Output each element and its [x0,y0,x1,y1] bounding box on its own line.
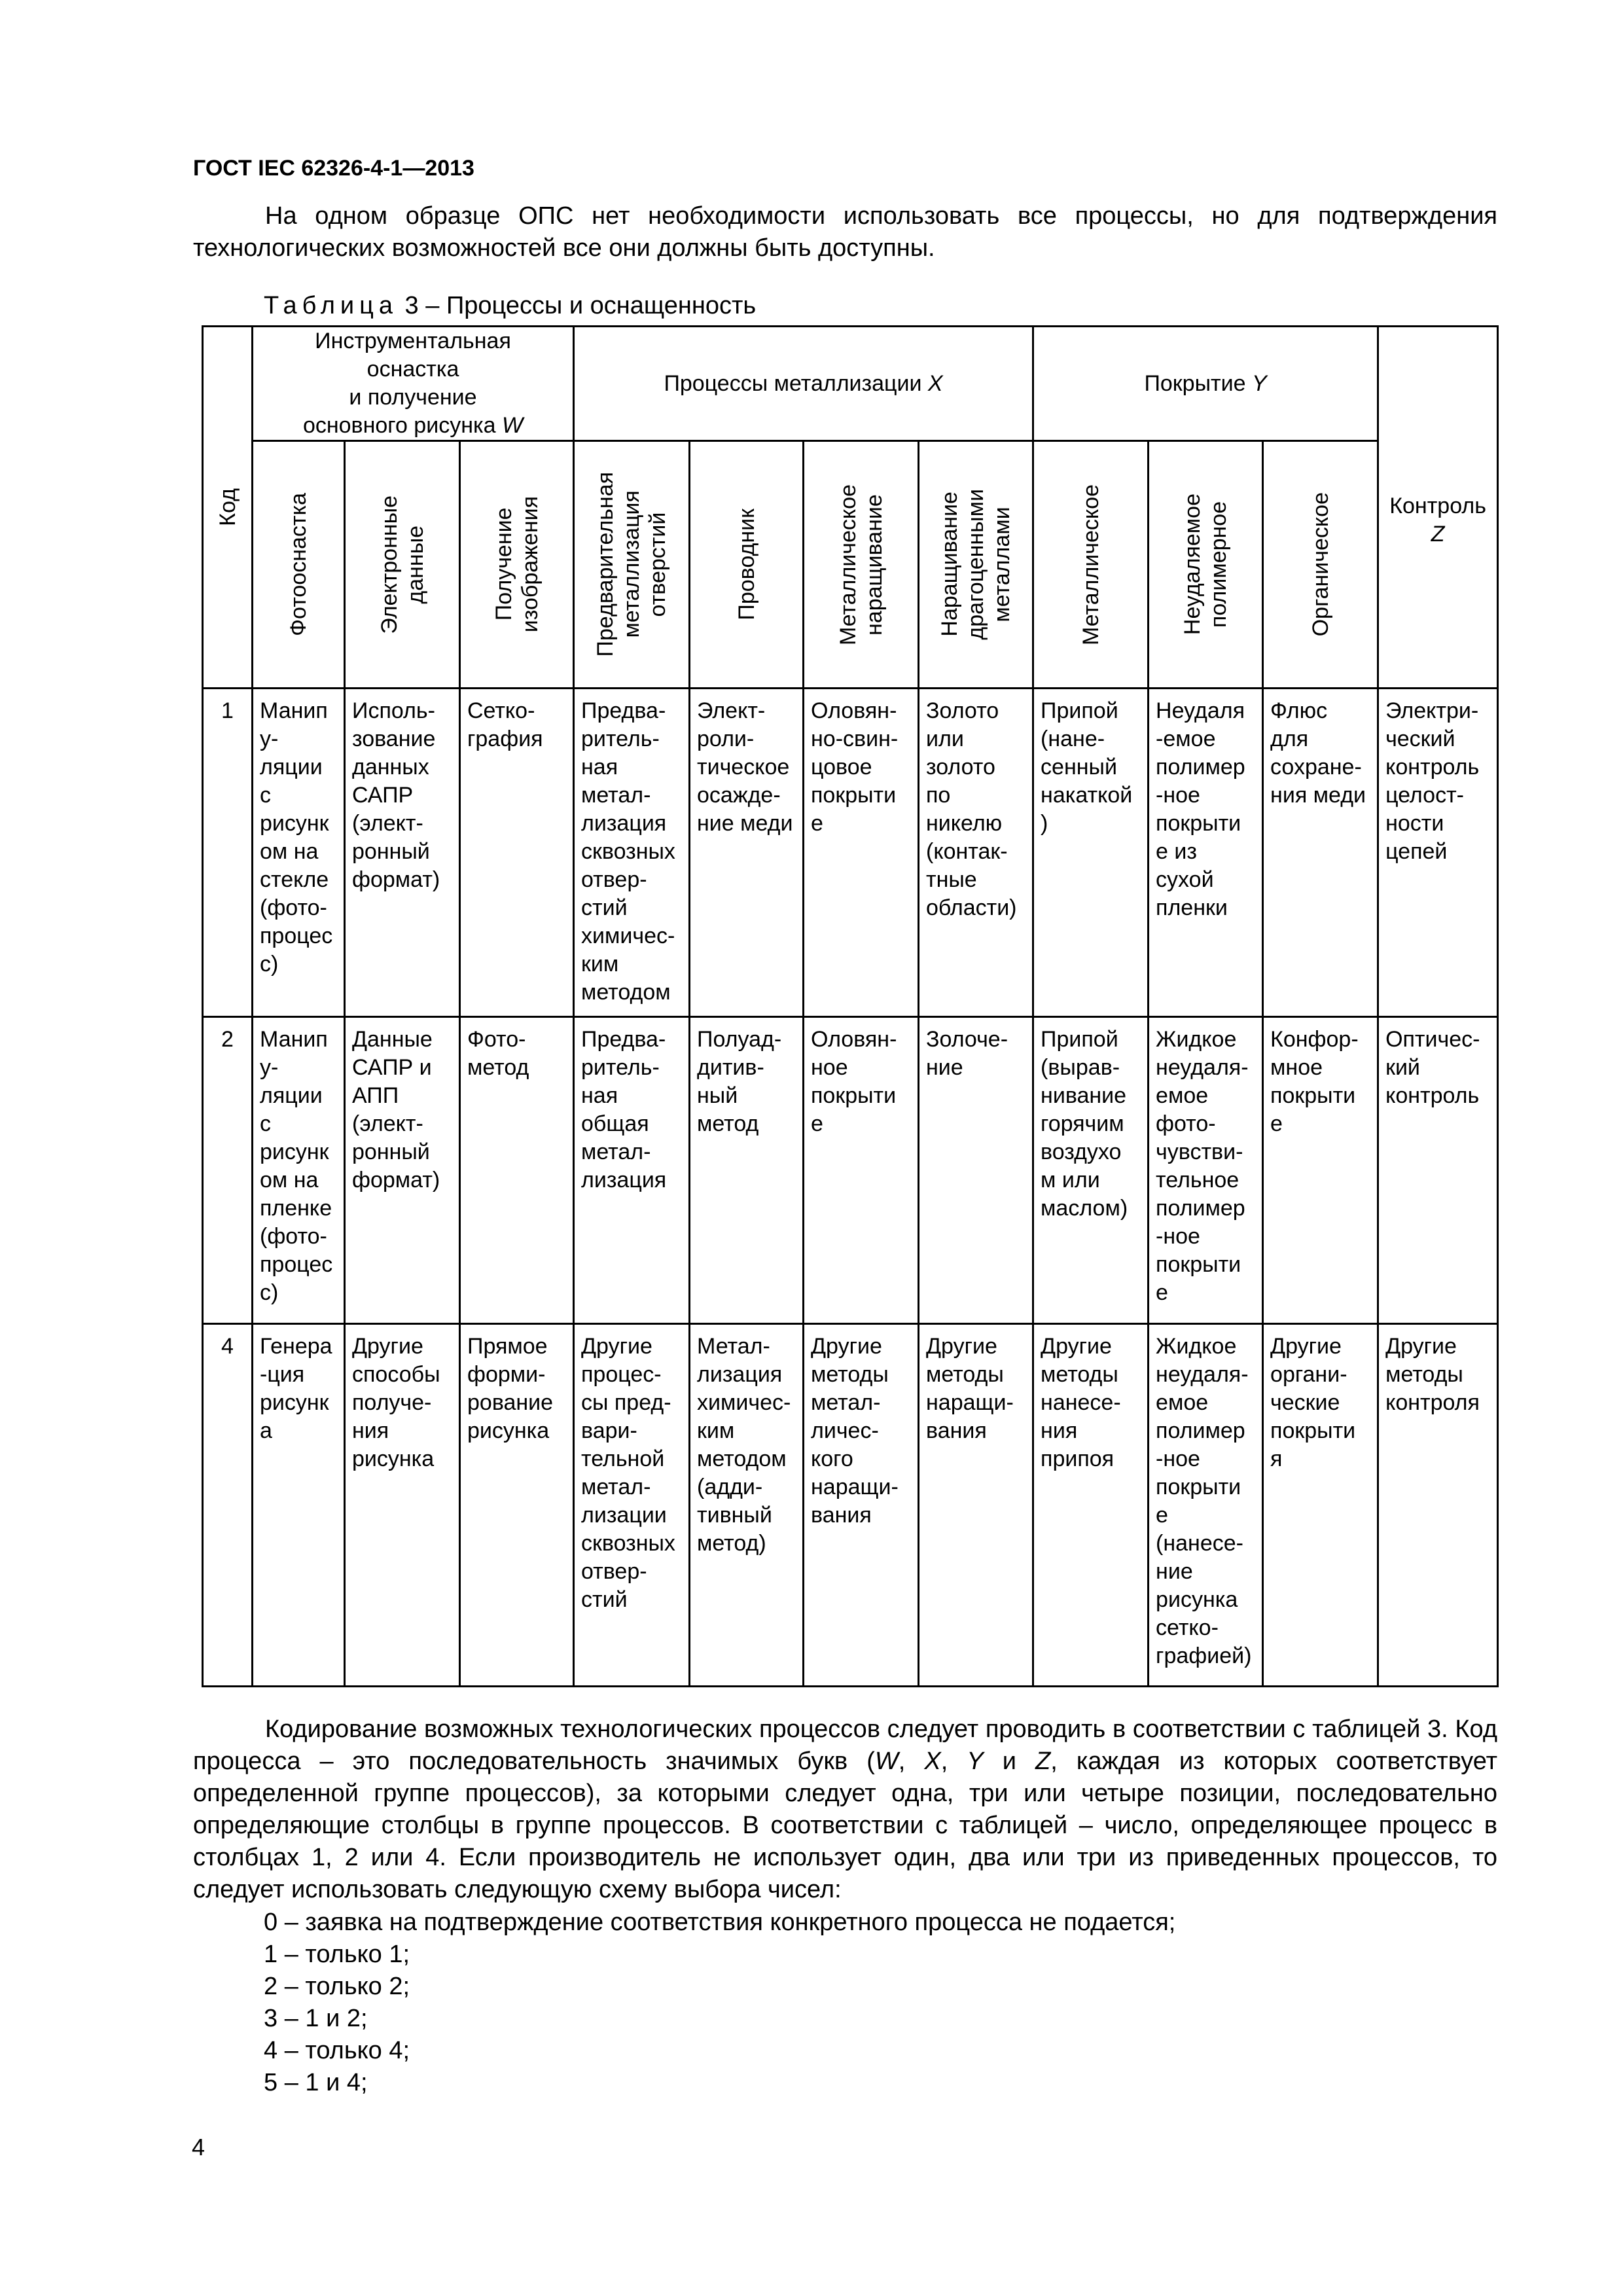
table-cell: Генера -ция рисунк а [253,1324,345,1687]
group-header-row [203,327,1498,441]
subheader-organic: Органическое [1263,441,1378,689]
group-x-header: Процессы металлизации X [574,327,1033,441]
row-code: 4 [203,1324,253,1687]
table-cell: Электри- ческий контроль целост- ности цепей [1378,689,1498,1017]
process-table [202,325,1499,1687]
list-item: 4 – только 4; [264,2037,410,2064]
group-y-header: Покрытие Y [1033,327,1378,441]
list-item: 5 – 1 и 4; [264,2069,368,2096]
subheader-precious-metal: Наращивание драгоценными металлами [919,441,1033,689]
list-item: 2 – только 2; [264,1973,410,2000]
table-cell: Элект- роли- тическое осажде- ние меди [690,689,804,1017]
table-cell: Неудаля -емое полимер -ное покрыти е из сухой пленки [1149,689,1263,1017]
table-row [203,689,1498,1017]
page-number: 4 [192,2134,205,2161]
table-cell: Жидкое неудаля- емое полимер -ное покрыти е (нанесе- ние рисунка сетко- графией) [1149,1324,1263,1687]
subheader-row [203,441,1498,689]
table-row [203,1017,1498,1324]
subheader-permanent-polymer: Неудаляемое полимерное [1149,441,1263,689]
intro-paragraph [193,200,1497,264]
table-row [203,1324,1498,1687]
table-cell: Полуад- дитив- ный метод [690,1017,804,1324]
subheader-photo-tooling: Фотооснастка [253,441,345,689]
subheader-pre-metallization: Предварительная металлизация отверстий [574,441,690,689]
table-cell: Флюс для сохране- ния меди [1263,689,1378,1017]
table-cell: Метал- лизация химичес- ким методом (адди- тивный метод) [690,1324,804,1687]
subheader-imaging: Получение изображения [460,441,574,689]
list-item: 0 – заявка на подтверждение соответствия конкретного процесса не подается; [264,1909,1176,1936]
row-code: 2 [203,1017,253,1324]
table-cell: Манип у- ляции с рисунк ом на пленке (фото- процес с) [253,1017,345,1324]
list-item: 3 – 1 и 2; [264,2005,368,2032]
code-header: Код [203,327,253,689]
table-cell: Золото или золото по никелю (контак- тные области) [919,689,1033,1017]
table-cell: Оловян- ное покрыти е [804,1017,919,1324]
table-cell: Конфор- мное покрыти е [1263,1017,1378,1324]
row-code: 1 [203,689,253,1017]
group-w-header: Инструментальная оснастка и получение основного рисунка W [253,327,574,441]
table-cell: Сетко- графия [460,689,574,1017]
table-caption [264,292,756,320]
table-cell: Другие методы наращи- вания [919,1324,1033,1687]
table-caption-text: 3 – Процессы и оснащенность [398,292,757,319]
table-cell: Припой (нане- сенный накаткой ) [1033,689,1149,1017]
table-cell: Оптичес- кий контроль [1378,1017,1498,1324]
table-cell: Другие методы контроля [1378,1324,1498,1687]
table-cell: Предва- ритель- ная метал- лизация сквозных отвер- стий химичес- ким методом [574,689,690,1017]
subheader-electronic-data: Электронные данные [345,441,460,689]
group-z-header: Контроль Z [1378,327,1498,689]
subheader-metallic: Металлическое [1033,441,1149,689]
table-cell: Золоче- ние [919,1017,1033,1324]
list-item: 1 – только 1; [264,1941,410,1968]
coding-paragraph: Кодирование возможных технологических процессов следует проводить в соответствии с таблицей 3. Код процесса – это последовательность значимых букв (W, X, Y и Z, каждая из которых соответствует определенной группе процессов), за которыми следует одна, три или четыре позиции, последовательно определяющие столбцы в группе процессов. В соответствии с таблицей – число, определяющее процесс в столбцах 1, 2 или 4. Если производитель не использует один, два или три из приведенных процессов, то следует использовать следующую схему выбора чисел: [193,1715,1497,1903]
document-header: ГОСТ IEC 62326-4-1—2013 [193,156,474,181]
table-cell: Другие органи- ческие покрыти я [1263,1324,1378,1687]
table-caption-label: Таблица [264,292,398,319]
table-cell: Припой (вырав- нивание горячим воздухо м или маслом) [1033,1017,1149,1324]
table-cell: Фото- метод [460,1017,574,1324]
table-cell: Другие методы нанесе- ния припоя [1033,1324,1149,1687]
table-cell: Другие процес- сы пред- вари- тельной метал- лизации сквозных отвер- стий [574,1324,690,1687]
table-cell: Другие методы метал- личес- кого наращи- вания [804,1324,919,1687]
table-cell: Жидкое неудаля- емое фото- чувстви- тельное полимер -ное покрыти е [1149,1017,1263,1324]
table-cell: Другие способы получе- ния рисунка [345,1324,460,1687]
subheader-metal-buildup: Металлическое наращивание [804,441,919,689]
table-cell: Данные САПР и АПП (элект- ронный формат) [345,1017,460,1324]
subheader-conductor: Проводник [690,441,804,689]
table-cell: Манип у- ляции с рисунк ом на стекле (фото- процес с) [253,689,345,1017]
table-cell: Оловян- но-свин- цовое покрыти е [804,689,919,1017]
intro-text: На одном образце ОПС нет необходимости использовать все процессы, но для подтверждения технологических возможностей все они должны быть доступны. [193,202,1497,262]
table-cell: Исполь- зование данных САПР (элект- ронный формат) [345,689,460,1017]
table-cell: Прямое форми- рование рисунка [460,1324,574,1687]
table-cell: Предва- ритель- ная общая метал- лизация [574,1017,690,1324]
